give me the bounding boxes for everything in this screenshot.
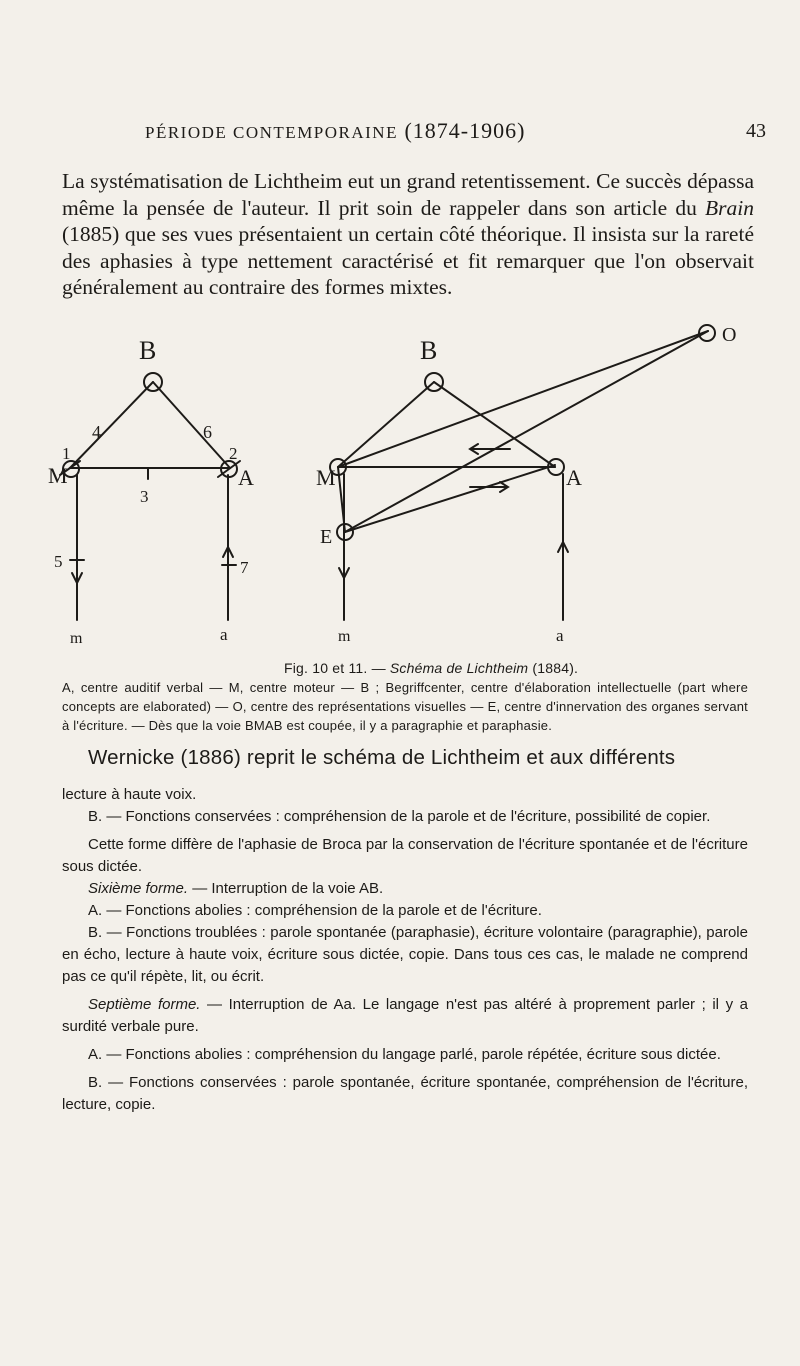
wernicke-line: Wernicke (1886) reprit le schéma de Lichtheim et aux différents (88, 746, 676, 769)
intro-text-start: La systématisation de Lichtheim eut un grand retentissement. Ce succès dépassa même la pensée de l'auteur. Il prit soin de rappeler dans son article du (62, 169, 754, 220)
fig10-label-a: a (220, 625, 228, 644)
para-broca: Cette forme diffère de l'aphasie de Broca par la conservation de l'écriture spontanée et de l'écriture sous dictée. (62, 836, 748, 875)
fig11-line-BM (338, 382, 434, 467)
para-fonctions-conservees: B. — Fonctions conservées : compréhension de la parole et de l'écriture, possibilité de copier. (88, 808, 711, 825)
para-sixieme-forme (62, 878, 748, 900)
intro-text-end: (1885) que ses vues présentaient un certain côté théorique. Il insista sur la rareté des aphasies à type nettement caractérisé et fit remarquer que l'on observait généralement au contraire des formes mixtes. (62, 222, 754, 299)
page-number: 43 (746, 120, 766, 142)
fig10-label-4: 4 (92, 422, 101, 442)
para-fonctions-abolies-2: A. — Fonctions abolies : compréhension du langage parlé, parole répétée, écriture sous dictée. (88, 1046, 721, 1063)
lichtheim-diagrams (0, 324, 800, 657)
running-title-text: PÉRIODE CONTEMPORAINE (145, 123, 398, 142)
fig10-label-1: 1 (62, 444, 71, 463)
sixieme-forme-label: Sixième forme. (88, 880, 189, 897)
body-text (62, 744, 748, 1116)
fig10-label-3: 3 (140, 487, 149, 506)
fig11-label-A: A (566, 465, 582, 490)
running-title-years: (1874-1906) (404, 118, 526, 143)
caption-fig-title: Schéma de Lichtheim (389, 660, 529, 676)
fig10-label-B: B (139, 336, 157, 365)
fig10-label-A: A (238, 465, 254, 490)
caption-fig-label: Fig. 10 et 11. — (284, 660, 390, 676)
fig11-label-O: O (722, 324, 737, 346)
septieme-forme-label: Septième forme. (88, 996, 201, 1013)
para-lecture: lecture à haute voix. (62, 786, 197, 803)
figure-area (0, 324, 800, 657)
para-fonctions-abolies: A. — Fonctions abolies : compréhension de la parole et de l'écriture. (88, 902, 542, 919)
fig11-line-AE (345, 465, 555, 532)
fig10-label-m: m (70, 630, 83, 647)
fig10-label-7: 7 (240, 558, 249, 577)
fig10-label-6: 6 (203, 422, 212, 442)
para-fonctions-troublees: B. — Fonctions troublées : parole spontanée (paraphasie), écriture volontaire (paragraphie), parole en écho, lecture à haute voix, écriture sous dictée, copie. Dans tous ces cas, le malade ne comprend pas ce qu'il répète, lit, ou écrit. (62, 924, 748, 985)
fig11-label-m: m (338, 628, 351, 645)
fig11-line-OM (338, 331, 708, 467)
para-fonctions-conservees-2: B. — Fonctions conservées : parole spontanée, écriture spontanée, compréhension de l'écriture, lecture, copie. (62, 1074, 748, 1113)
figure-caption (62, 659, 748, 735)
caption-title (62, 659, 748, 678)
running-title (145, 118, 525, 144)
fig10-label-5: 5 (54, 552, 63, 571)
fig11-label-a: a (556, 626, 564, 645)
intro-paragraph (62, 168, 754, 301)
fig11-line-O-E (345, 331, 708, 532)
fig10-line-BM (70, 382, 153, 468)
fig11-label-B: B (420, 336, 438, 365)
fig11-label-M: M (316, 465, 336, 490)
fig10-label-2: 2 (229, 444, 238, 463)
sixieme-forme-text: — Interruption de la voie AB. (188, 880, 384, 897)
septieme-forme-text: — Interruption de Aa. Le langage n'est pas altéré à proprement parler ; il y a surdité verbale pure. (62, 996, 749, 1035)
caption-fig-year: (1884). (528, 660, 579, 676)
fig11-label-E: E (320, 526, 333, 548)
fig10-line-BA (153, 382, 230, 468)
journal-title: Brain (705, 195, 754, 220)
para-septieme-forme (62, 994, 748, 1038)
running-header (0, 118, 800, 152)
caption-legend: A, centre auditif verbal — M, centre moteur — B ; Begriffcenter, centre d'élaboration intellectuelle (part where concepts are elaborated) — O, centre des représentations visuelles — E, centre d'innervation des organes servant à l'écriture. — Dès que la voie BMAB est coupée, il y a paragraphie et paraphasie. (62, 680, 748, 733)
fig10-label-M: M (48, 463, 68, 488)
